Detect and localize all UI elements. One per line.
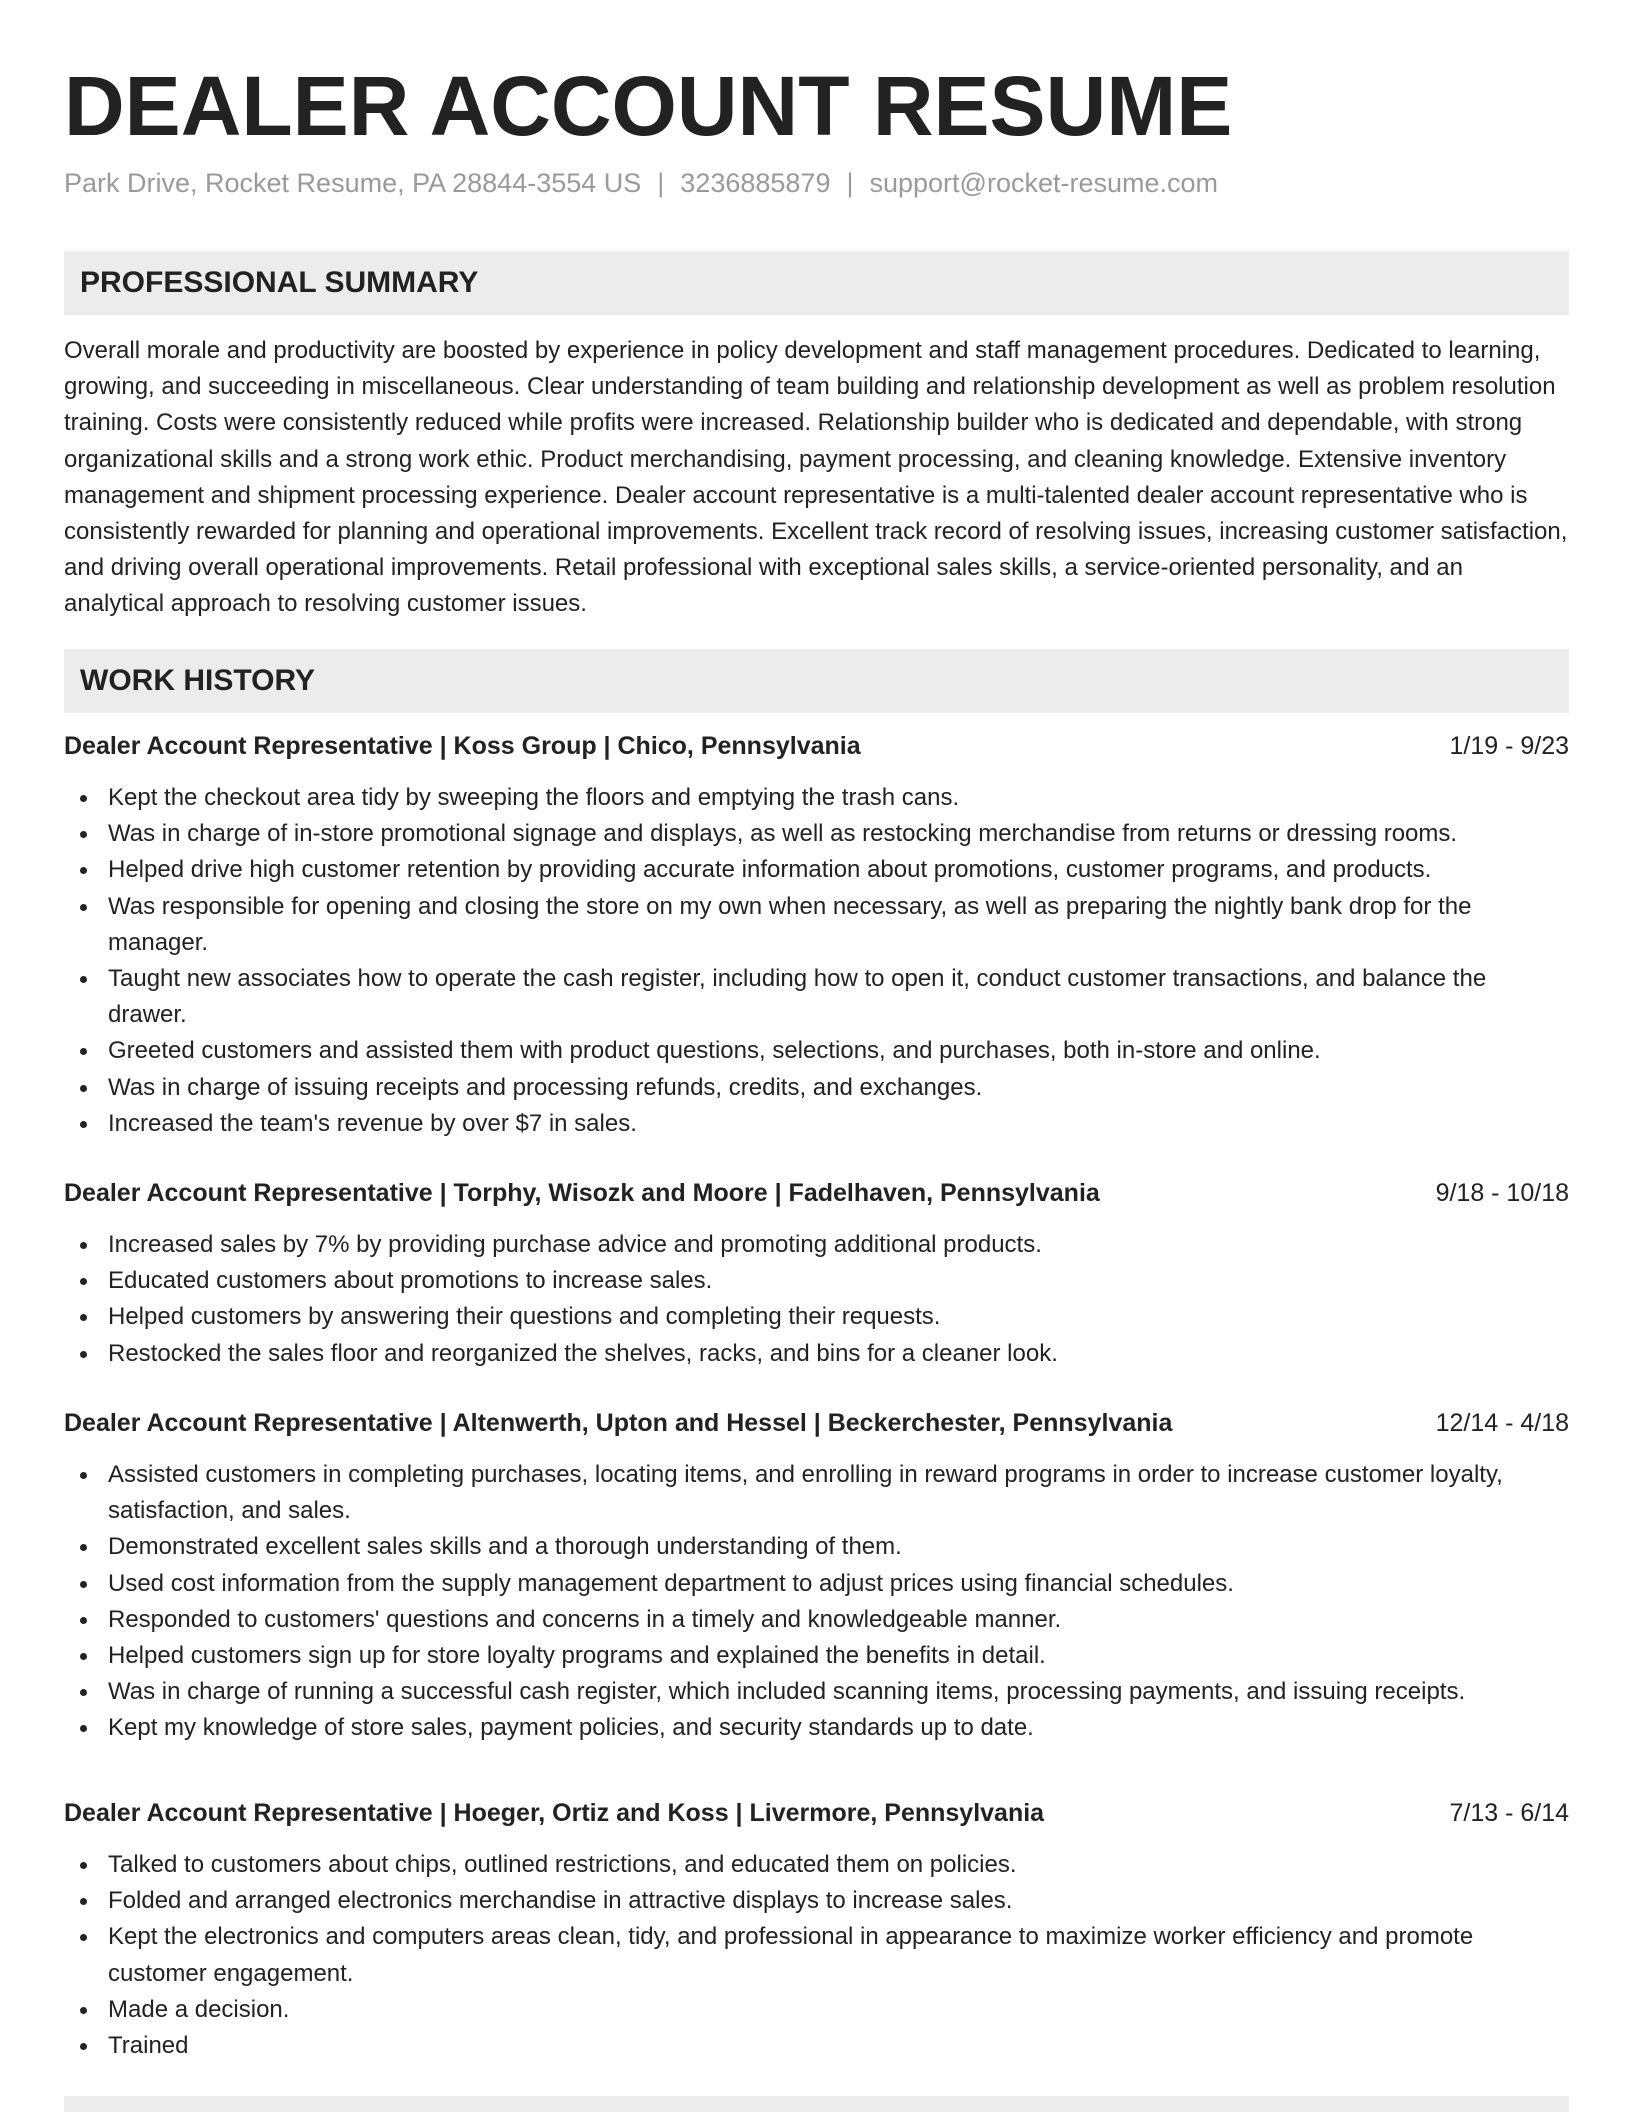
job-bullet-text: Increased the team's revenue by over $7 in sales.: [108, 1109, 637, 1137]
bullet-dot: [80, 976, 87, 983]
job-title: Dealer Account Representative | Torphy, Wisozk and Moore | Fadelhaven, Pennsylvania: [64, 1179, 1100, 1207]
bullet-dot: [80, 1617, 87, 1624]
job-bullet-text: Educated customers about promotions to increase sales.: [108, 1267, 713, 1295]
job-bullet-text: Made a decision.: [108, 1995, 290, 2023]
contact-phone: 3236885879: [680, 168, 831, 198]
job-entry: [64, 728, 1569, 1142]
section-header-summary: PROFESSIONAL SUMMARY: [64, 251, 1569, 315]
job-bullet-text: Was in charge of running a successful cash register, which included scanning items, processing payments, and issuing receipts.: [108, 1678, 1466, 1706]
bullet-dot: [80, 1242, 87, 1249]
job-dates: 12/14 - 4/18: [1435, 1409, 1569, 1437]
job-bullet: [108, 889, 1569, 961]
job-entry: [64, 1175, 1569, 1372]
job-bullet: [108, 2028, 1569, 2064]
job-bullet-list: [64, 1457, 1569, 1747]
job-bullet: [108, 1674, 1569, 1710]
bullet-dot: [80, 1862, 87, 1869]
job-bullet-text: Folded and arranged electronics merchandise in attractive displays to increase sales.: [108, 1887, 1013, 1915]
next-section-header-edge: [64, 2096, 1569, 2112]
bullet-dot: [80, 1581, 87, 1588]
job-bullet: [108, 1710, 1569, 1746]
job-dates: 9/18 - 10/18: [1435, 1179, 1569, 1207]
bullet-dot: [80, 795, 87, 802]
job-bullet: [108, 1457, 1569, 1529]
job-bullet: [108, 816, 1569, 852]
job-bullet: [108, 1033, 1569, 1069]
job-bullet-text: Demonstrated excellent sales skills and a thorough understanding of them.: [108, 1533, 902, 1561]
bullet-dot: [80, 1085, 87, 1092]
job-header: [64, 1795, 1569, 1831]
job-header: [64, 728, 1569, 764]
bullet-dot: [80, 1689, 87, 1696]
job-bullet-text: Kept the electronics and computers areas clean, tidy, and professional in appearance to maximize worker efficiency and promote customer engagement.: [108, 1923, 1474, 1987]
bullet-dot: [80, 1121, 87, 1128]
job-bullet-text: Taught new associates how to operate the cash register, including how to open it, conduct customer transactions, and balance the drawer.: [108, 965, 1487, 1029]
section-header-work-history: WORK HISTORY: [64, 649, 1569, 713]
job-title: Dealer Account Representative | Hoeger, Ortiz and Koss | Livermore, Pennsylvania: [64, 1799, 1045, 1827]
bullet-dot: [80, 1544, 87, 1551]
contact-email: support@rocket-resume.com: [869, 168, 1219, 198]
job-title: Dealer Account Representative | Altenwerth, Upton and Hessel | Beckerchester, Pennsylvania: [64, 1409, 1173, 1437]
bullet-dot: [80, 1725, 87, 1732]
bullet-dot: [80, 1314, 87, 1321]
job-bullet-text: Assisted customers in completing purchases, locating items, and enrolling in reward programs in order to increase customer loyalty, satisfaction, and sales.: [108, 1461, 1503, 1525]
job-bullet-text: Trained: [108, 2032, 189, 2060]
bullet-dot: [80, 1278, 87, 1285]
job-bullet-text: Responded to customers' questions and concerns in a timely and knowledgeable manner.: [108, 1605, 1062, 1633]
job-entry: [64, 1795, 1569, 2064]
job-bullet-text: Was responsible for opening and closing the store on my own when necessary, as well as preparing the nightly bank drop for the manager.: [108, 892, 1472, 956]
job-bullet: [108, 961, 1569, 1033]
summary-text: Overall morale and productivity are boosted by experience in policy development and staff management procedures. Dedicated to learning, growing, and succeeding in miscellaneous. Clear understanding of team building and relationship development as well as problem resolution training. Costs were consistently reduced while profits were increased. Relationship builder who is dedicated and dependable, with strong organizational skills and a strong work ethic. Product merchandising, payment processing, and cleaning knowledge. Extensive inventory management and shipment processing experience. Dealer account representative is a multi-talented dealer account representative who is consistently rewarded for planning and operational improvements. Excellent track record of resolving issues, increasing customer satisfaction, and driving overall operational improvements. Retail professional with exceptional sales skills, a service-oriented personality, and an analytical approach to resolving customer issues.: [64, 337, 1568, 618]
bullet-dot: [80, 2043, 87, 2050]
job-bullet: [108, 1227, 1569, 1263]
job-bullet: [108, 1638, 1569, 1674]
job-bullet-text: Kept my knowledge of store sales, payment policies, and security standards up to date.: [108, 1714, 1034, 1742]
bullet-dot: [80, 1934, 87, 1941]
bullet-dot: [80, 1048, 87, 1055]
job-bullet: [108, 1106, 1569, 1142]
contact-line: [64, 165, 1218, 201]
bullet-dot: [80, 1898, 87, 1905]
bullet-dot: [80, 1351, 87, 1358]
contact-separator: |: [846, 168, 854, 198]
job-header: [64, 1175, 1569, 1211]
bullet-dot: [80, 1472, 87, 1479]
bullet-dot: [80, 2007, 87, 2014]
job-bullet: [108, 1847, 1569, 1883]
job-bullet: [108, 852, 1569, 888]
job-bullet: [108, 1566, 1569, 1602]
job-bullet: [108, 1992, 1569, 2028]
job-bullet-list: [64, 780, 1569, 1142]
job-bullet-list: [64, 1847, 1569, 2064]
resume-title: DEALER ACCOUNT RESUME: [64, 59, 1233, 153]
job-dates: 1/19 - 9/23: [1449, 732, 1569, 760]
bullet-dot: [80, 904, 87, 911]
job-bullet-text: Increased sales by 7% by providing purchase advice and promoting additional products.: [108, 1231, 1042, 1258]
job-bullet: [108, 1336, 1569, 1372]
job-bullet: [108, 1529, 1569, 1565]
job-bullet: [108, 1070, 1569, 1106]
job-bullet-text: Restocked the sales floor and reorganized the shelves, racks, and bins for a cleaner look.: [108, 1339, 1058, 1367]
job-bullet: [108, 1299, 1569, 1335]
job-bullet-text: Helped customers by answering their questions and completing their requests.: [108, 1303, 941, 1331]
job-bullet-text: Kept the checkout area tidy by sweeping the floors and emptying the trash cans.: [108, 784, 960, 811]
job-header: [64, 1405, 1569, 1441]
job-bullet: [108, 1883, 1569, 1919]
job-dates: 7/13 - 6/14: [1449, 1799, 1569, 1827]
job-bullet-list: [64, 1227, 1569, 1372]
job-bullet: [108, 1919, 1569, 1991]
bullet-dot: [80, 867, 87, 874]
job-bullet-text: Helped customers sign up for store loyalty programs and explained the benefits in detail.: [108, 1642, 1046, 1670]
job-entry: [64, 1405, 1569, 1747]
job-bullet: [108, 780, 1569, 816]
contact-address: Park Drive, Rocket Resume, PA 28844-3554 US: [64, 168, 642, 198]
job-bullet-text: Was in charge of issuing receipts and processing refunds, credits, and exchanges.: [108, 1073, 983, 1101]
bullet-dot: [80, 1653, 87, 1660]
job-bullet-text: Talked to customers about chips, outlined restrictions, and educated them on policies.: [108, 1851, 1017, 1878]
job-title: Dealer Account Representative | Koss Group | Chico, Pennsylvania: [64, 732, 861, 760]
job-bullet-text: Used cost information from the supply management department to adjust prices using financial schedules.: [108, 1569, 1234, 1597]
job-bullet-text: Greeted customers and assisted them with product questions, selections, and purchases, both in-store and online.: [108, 1037, 1321, 1065]
job-bullet: [108, 1602, 1569, 1638]
job-bullet-text: Was in charge of in-store promotional signage and displays, as well as restocking merchandise from returns or dressing rooms.: [108, 820, 1458, 848]
contact-separator: |: [657, 168, 665, 198]
job-bullet-text: Helped drive high customer retention by providing accurate information about promotions, customer programs, and products.: [108, 856, 1432, 884]
bullet-dot: [80, 831, 87, 838]
job-bullet: [108, 1263, 1569, 1299]
